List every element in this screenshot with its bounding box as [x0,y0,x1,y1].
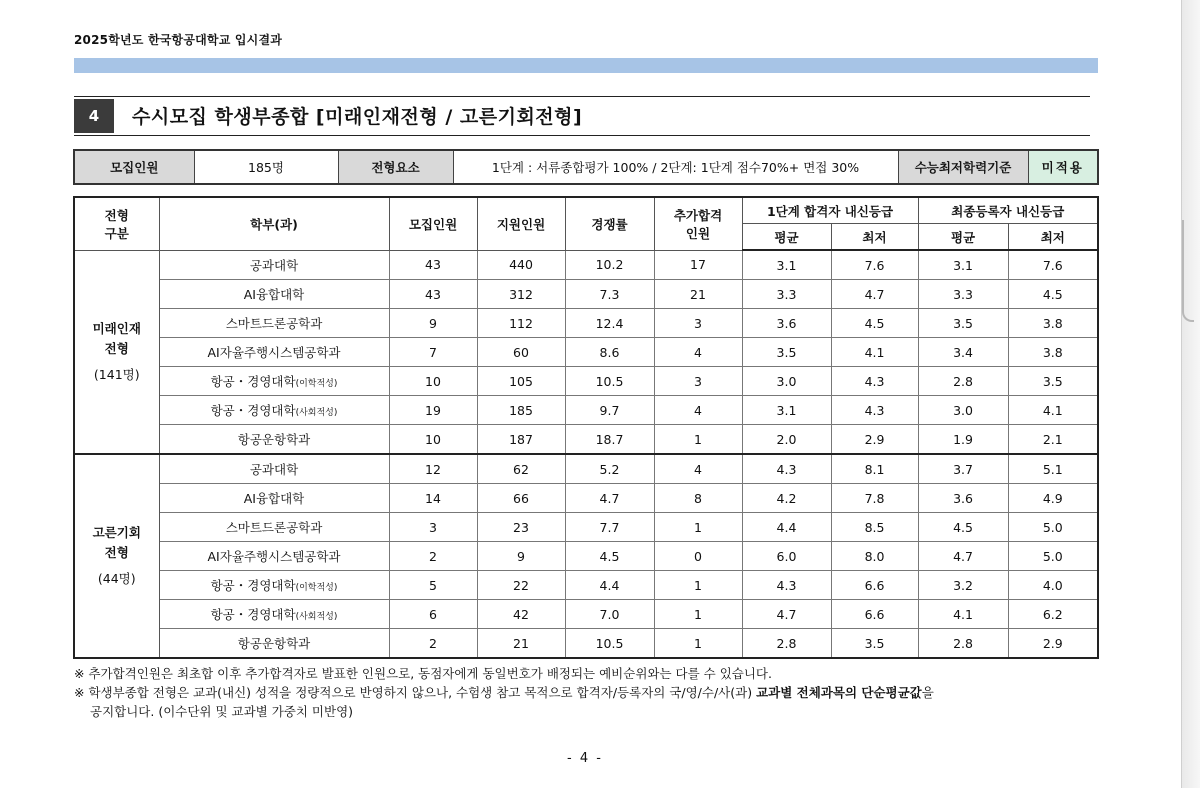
dept-cell [159,425,389,455]
table-row [74,280,1098,309]
note-2-text: ※ 학생부종합 전형은 교과(내신) 성적을 정량적으로 반영하지 않으나, 수험생 참고 목적으로 합격자/등록자의 국/영/수/사(과) [74,685,757,700]
s1-min-cell: 7.8 [831,484,918,513]
quota-cell: 9 [389,309,477,338]
quota-cell: 43 [389,280,477,309]
f-min-cell: 5.0 [1008,542,1098,571]
s1-avg-cell: 3.1 [742,250,831,280]
group-label [74,454,159,658]
s1-avg-cell: 3.1 [742,396,831,425]
info-table [73,149,1099,185]
results-table [73,196,1099,659]
ratio-cell: 7.3 [565,280,654,309]
results-body [74,250,1098,658]
group-name: 고른기회 전형 [92,525,141,560]
header-type: 전형 구분 [74,197,159,250]
applicants-cell: 42 [477,600,565,629]
s1-avg-cell: 4.3 [742,571,831,600]
s1-avg-cell: 6.0 [742,542,831,571]
table-row [74,629,1098,659]
header-ratio: 경쟁률 [565,197,654,250]
quota-cell: 10 [389,367,477,396]
dept-name: 스마트드론공학과 [225,316,323,331]
s1-min-cell: 3.5 [831,629,918,659]
table-row [74,338,1098,367]
header-dept: 학부(과) [159,197,389,250]
s1-avg-cell: 3.6 [742,309,831,338]
s1-avg-cell: 2.0 [742,425,831,455]
extra-cell: 17 [654,250,742,280]
s1-min-cell: 2.9 [831,425,918,455]
header-applicants: 지원인원 [477,197,565,250]
dept-cell [159,600,389,629]
ratio-cell: 10.5 [565,367,654,396]
dept-name: AI자율주행시스템공학과 [207,549,341,564]
header-extra: 추가합격 인원 [654,197,742,250]
f-avg-cell: 4.5 [918,513,1008,542]
s1-avg-cell: 4.4 [742,513,831,542]
dept-cell [159,280,389,309]
extra-cell: 21 [654,280,742,309]
s1-min-cell: 8.5 [831,513,918,542]
applicants-cell: 23 [477,513,565,542]
dept-cell [159,309,389,338]
s1-min-cell: 4.1 [831,338,918,367]
extra-cell: 4 [654,454,742,484]
f-avg-cell: 1.9 [918,425,1008,455]
table-row [74,571,1098,600]
header-final-avg: 평균 [918,224,1008,251]
dept-cell [159,367,389,396]
ratio-cell: 7.0 [565,600,654,629]
f-min-cell: 6.2 [1008,600,1098,629]
dept-cell [159,513,389,542]
extra-cell: 8 [654,484,742,513]
notes [74,664,1104,721]
note-1: ※ 추가합격인원은 최초합 이후 추가합격자로 발표한 인원으로, 동점자에게 동일번호가 배정되는 예비순위와는 다를 수 있습니다. [74,666,772,681]
group-name: 미래인재 전형 [92,320,141,356]
ratio-cell: 8.6 [565,338,654,367]
ratio-cell: 5.2 [565,454,654,484]
header-final-group: 최종등록자 내신등급 [918,197,1098,224]
header-quota: 모집인원 [389,197,477,250]
applicants-cell: 22 [477,571,565,600]
ratio-cell: 10.2 [565,250,654,280]
f-min-cell: 2.9 [1008,629,1098,659]
section-number: 4 [74,99,114,133]
s1-avg-cell: 3.3 [742,280,831,309]
recruit-label: 모집인원 [74,150,194,184]
table-row [74,513,1098,542]
f-avg-cell: 3.2 [918,571,1008,600]
f-avg-cell: 3.7 [918,454,1008,484]
dept-name: AI융합대학 [243,491,305,506]
s1-avg-cell: 3.0 [742,367,831,396]
quota-cell: 6 [389,600,477,629]
quota-cell: 14 [389,484,477,513]
quota-cell: 43 [389,250,477,280]
extra-cell: 0 [654,542,742,571]
csat-label: 수능최저학력기준 [898,150,1028,184]
ratio-cell: 4.5 [565,542,654,571]
applicants-cell: 62 [477,454,565,484]
dept-note: (사회적성) [295,612,338,622]
dept-note: (사회적성) [295,408,338,418]
quota-cell: 3 [389,513,477,542]
section-title: 수시모집 학생부종합 [미래인재전형 / 고른기회전형] [132,106,583,128]
f-avg-cell: 2.8 [918,629,1008,659]
s1-min-cell: 7.6 [831,250,918,280]
dept-cell [159,454,389,484]
f-avg-cell: 3.3 [918,280,1008,309]
dept-name: 공과대학 [249,257,299,273]
f-avg-cell: 3.6 [918,484,1008,513]
element-label: 전형요소 [338,150,453,184]
applicants-cell: 66 [477,484,565,513]
f-avg-cell: 4.1 [918,600,1008,629]
dept-note: (이학적성) [295,583,338,593]
f-min-cell: 5.0 [1008,513,1098,542]
quota-cell: 12 [389,454,477,484]
note-2-continued: 공지합니다. (이수단위 및 교과별 가중치 미반영) [90,704,354,719]
table-row [74,542,1098,571]
ratio-cell: 9.7 [565,396,654,425]
table-row [74,396,1098,425]
dept-name: 공과대학 [249,462,299,477]
header-stage1-group: 1단계 합격자 내신등급 [742,197,918,224]
quota-cell: 10 [389,425,477,455]
element-value: 1단계 : 서류종합평가 100% / 2단계: 1단계 점수70%+ 면접 30% [453,150,898,184]
csat-value: 미적용 [1028,150,1098,184]
applicants-cell: 185 [477,396,565,425]
quota-cell: 7 [389,338,477,367]
ratio-cell: 12.4 [565,309,654,338]
note-2-bold: 교과별 전체과목의 단순평균값 [756,685,922,700]
f-min-cell: 3.5 [1008,367,1098,396]
f-avg-cell: 3.1 [918,250,1008,280]
group-label [74,250,159,454]
dept-name: AI융합대학 [243,287,305,302]
f-min-cell: 4.9 [1008,484,1098,513]
dept-cell [159,338,389,367]
s1-avg-cell: 2.8 [742,629,831,659]
table-row [74,309,1098,338]
header-stage1-min: 최저 [831,224,918,251]
extra-cell: 1 [654,513,742,542]
f-avg-cell: 2.8 [918,367,1008,396]
table-row [74,367,1098,396]
s1-avg-cell: 3.5 [742,338,831,367]
page-curl-decoration [1182,220,1194,322]
s1-min-cell: 4.5 [831,309,918,338]
applicants-cell: 21 [477,629,565,659]
recruit-value: 185명 [194,150,338,184]
quota-cell: 5 [389,571,477,600]
dept-name: 항공・경영대학 [210,374,296,389]
extra-cell: 1 [654,571,742,600]
f-min-cell: 4.1 [1008,396,1098,425]
ratio-cell: 10.5 [565,629,654,659]
note-2-end: 을 [921,685,934,700]
applicants-cell: 60 [477,338,565,367]
header-final-min: 최저 [1008,224,1098,251]
f-min-cell: 7.6 [1008,250,1098,280]
applicants-cell: 312 [477,280,565,309]
extra-cell: 1 [654,629,742,659]
f-min-cell: 2.1 [1008,425,1098,455]
header-stage1-avg: 평균 [742,224,831,251]
f-avg-cell: 3.4 [918,338,1008,367]
ratio-cell: 7.7 [565,513,654,542]
f-min-cell: 4.0 [1008,571,1098,600]
note-2 [74,683,1104,702]
table-row [74,600,1098,629]
group-count: (44명) [97,571,136,586]
applicants-cell: 187 [477,425,565,455]
f-avg-cell: 4.7 [918,542,1008,571]
dept-name: 항공운항학과 [237,432,311,447]
dept-cell [159,571,389,600]
s1-avg-cell: 4.2 [742,484,831,513]
s1-avg-cell: 4.3 [742,454,831,484]
s1-avg-cell: 4.7 [742,600,831,629]
dept-name: 항공・경영대학 [210,578,296,593]
dept-cell [159,629,389,659]
viewer-edge [1181,0,1200,788]
quota-cell: 2 [389,629,477,659]
dept-name: 스마트드론공학과 [225,520,323,535]
s1-min-cell: 8.0 [831,542,918,571]
extra-cell: 1 [654,425,742,455]
f-avg-cell: 3.5 [918,309,1008,338]
f-min-cell: 3.8 [1008,309,1098,338]
s1-min-cell: 4.3 [831,367,918,396]
extra-cell: 4 [654,338,742,367]
quota-cell: 2 [389,542,477,571]
applicants-cell: 9 [477,542,565,571]
dept-cell [159,396,389,425]
s1-min-cell: 6.6 [831,600,918,629]
header-bar [74,58,1098,73]
applicants-cell: 105 [477,367,565,396]
dept-note: (이학적성) [295,379,338,389]
ratio-cell: 18.7 [565,425,654,455]
ratio-cell: 4.7 [565,484,654,513]
dept-cell [159,250,389,280]
ratio-cell: 4.4 [565,571,654,600]
page-number: - 4 - [567,751,603,766]
f-min-cell: 5.1 [1008,454,1098,484]
table-row [74,250,1098,280]
extra-cell: 3 [654,309,742,338]
applicants-cell: 112 [477,309,565,338]
extra-cell: 4 [654,396,742,425]
f-avg-cell: 3.0 [918,396,1008,425]
s1-min-cell: 4.3 [831,396,918,425]
quota-cell: 19 [389,396,477,425]
s1-min-cell: 6.6 [831,571,918,600]
extra-cell: 1 [654,600,742,629]
dept-name: 항공운항학과 [237,636,311,651]
s1-min-cell: 4.7 [831,280,918,309]
dept-name: 항공・경영대학 [210,403,296,418]
dept-cell [159,542,389,571]
section-heading [74,96,1090,136]
group-count: (141명) [93,366,140,382]
f-min-cell: 3.8 [1008,338,1098,367]
extra-cell: 3 [654,367,742,396]
dept-name: AI자율주행시스템공학과 [207,345,341,360]
table-row [74,454,1098,484]
table-row [74,425,1098,455]
f-min-cell: 4.5 [1008,280,1098,309]
dept-cell [159,484,389,513]
dept-name: 항공・경영대학 [210,607,296,622]
document-title: 2025학년도 한국항공대학교 입시결과 [74,33,283,47]
table-row [74,484,1098,513]
applicants-cell: 440 [477,250,565,280]
s1-min-cell: 8.1 [831,454,918,484]
